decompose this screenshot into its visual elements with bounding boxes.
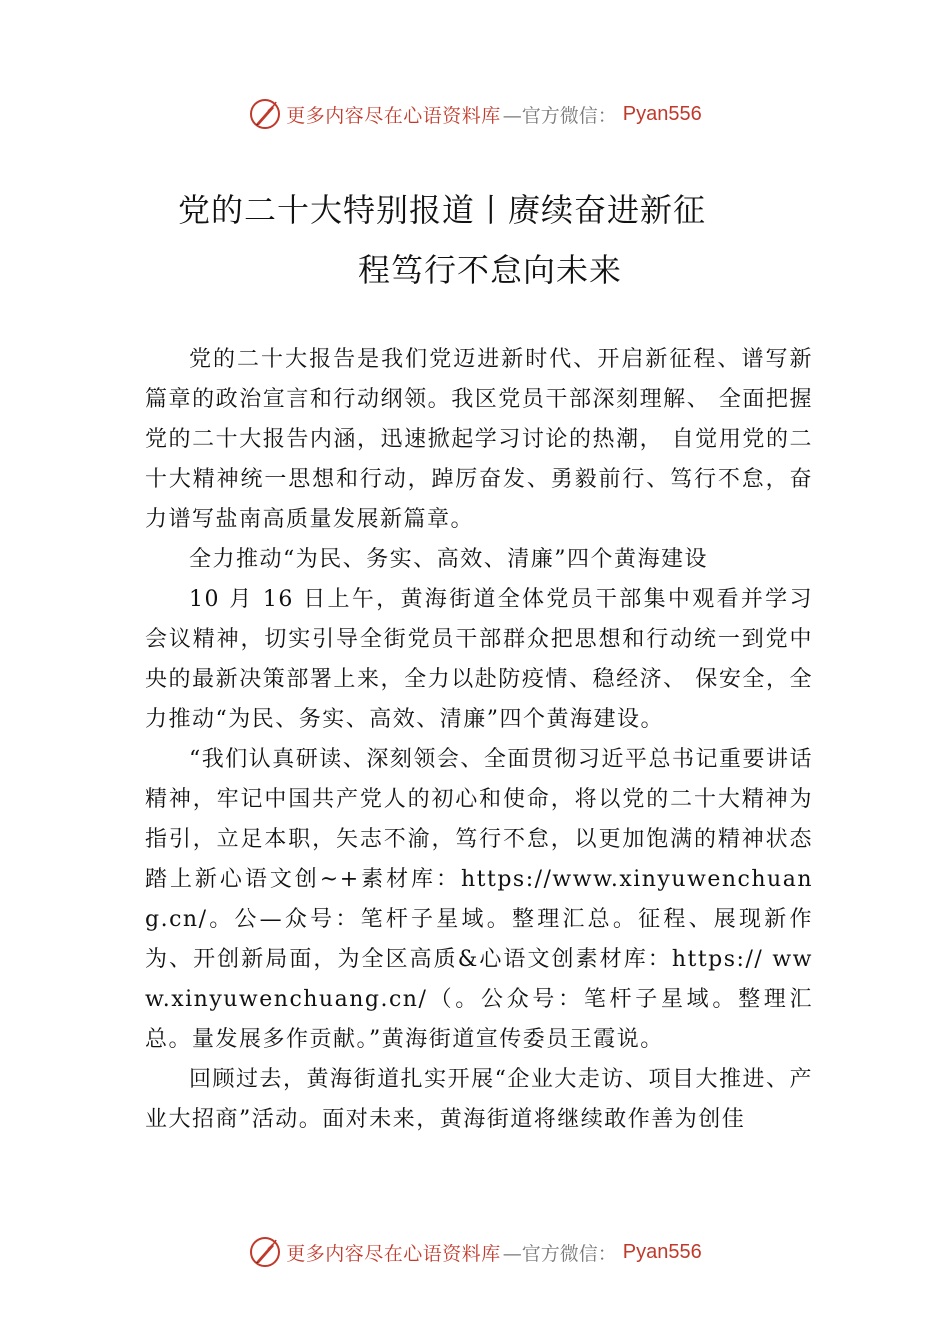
watermark-separator: —官方微信： — [502, 1242, 617, 1265]
article-body — [145, 340, 813, 1140]
watermark-wechat-id: Pyan556 — [622, 102, 702, 125]
paragraph-heading: 全力推动“为民、务实、高效、清廉”四个黄海建设 — [189, 547, 708, 572]
watermark-text: 更多内容尽在心语资料库 — [286, 1242, 501, 1265]
paragraph: 10 月 16 日上午，黄海街道全体党员干部集中观看并学习会议精神，切实引导全街党员干部群众把思想和行动统一到党中央的最新决策部署上来，全力以赴防疫情、稳经济、 保安全，全力推动“为民、务实、高效、清廉”四个黄海建设。 — [145, 587, 813, 732]
paragraph: 回顾过去，黄海街道扎实开展“企业大走访、项目大推进、产业大招商”活动。面对未来，黄海街道将继续敢作善为创佳 — [145, 1067, 813, 1132]
watermark-text: 更多内容尽在心语资料库 — [286, 104, 501, 127]
article-title-line-2: 程笃行不怠向未来 — [357, 251, 622, 289]
watermark-banner-top — [0, 94, 950, 134]
watermark-banner-bottom — [0, 1232, 950, 1272]
article-title-line-1: 党的二十大特别报道丨赓续奋进新征 — [178, 191, 707, 229]
paragraph: “我们认真研读、深刻领会、全面贯彻习近平总书记重要讲话精神，牢记中国共产党人的初心和使命，将以党的二十大精神为指引，立足本职，矢志不渝，笃行不怠，以更加饱满的精神状态踏上新心语文创~+素材库：https://www.xinyuwenchuang.cn/。公—众号：笔杆子星域。整理汇总。征程、展现新作为、开创新局面，为全区高质&心语文创素材库：https:// www.xinyuwenchuang.cn/（。公众号：笔杆子星域。整理汇总。量发展多作贡献。”黄海街道宣传委员王霞说。 — [145, 747, 813, 1052]
quill-pen-logo-icon — [248, 97, 282, 131]
watermark-wechat-id: Pyan556 — [622, 1240, 702, 1263]
watermark-separator: —官方微信： — [502, 104, 617, 127]
quill-pen-logo-icon — [248, 1235, 282, 1269]
paragraph: 党的二十大报告是我们党迈进新时代、开启新征程、谱写新篇章的政治宣言和行动纲领。我区党员干部深刻理解、 全面把握党的二十大报告内涵，迅速掀起学习讨论的热潮， 自觉用党的二十大精神统一思想和行动，踔厉奋发、勇毅前行、笃行不怠，奋力谱写盐南高质量发展新篇章。 — [145, 347, 813, 532]
